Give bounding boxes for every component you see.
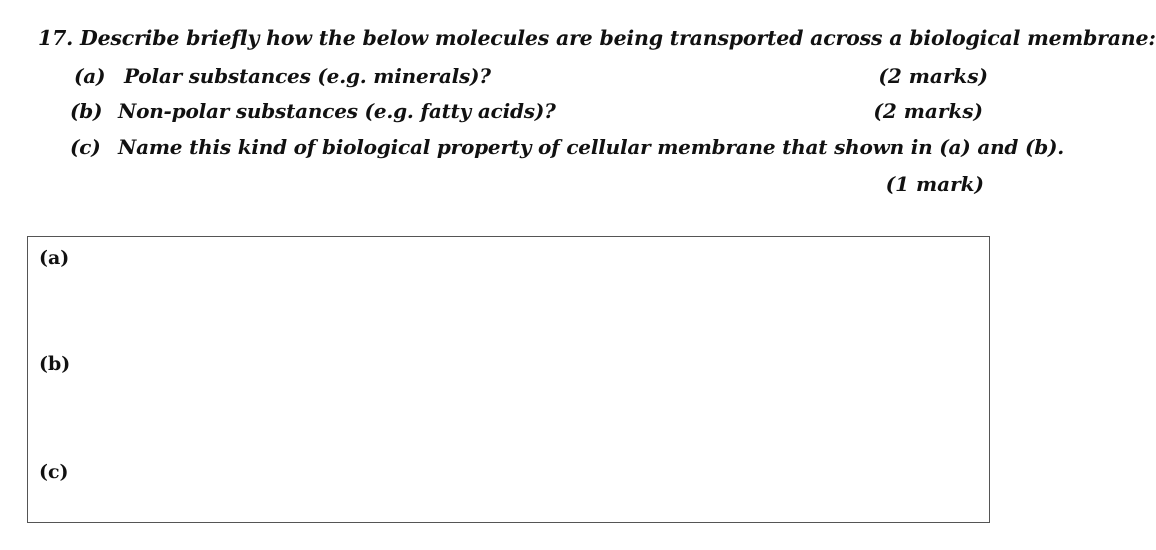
sub-question-a [74, 64, 491, 88]
sub-question-text: Polar substances (e.g. minerals)? [124, 64, 491, 88]
question-stem: 17. Describe briefly how the below molecules are being transported across a biological membrane: [38, 26, 1156, 50]
sub-question-b [70, 99, 556, 123]
sub-question-text: Non-polar substances (e.g. fatty acids)? [118, 99, 556, 123]
sub-question-letter: (a) [74, 64, 106, 88]
marks-label: (2 marks) [878, 64, 988, 88]
sub-question-c [70, 135, 1064, 159]
answer-label-c: (c) [39, 461, 69, 483]
answer-label-a: (a) [39, 247, 70, 269]
sub-question-letter: (c) [70, 135, 101, 159]
answer-label-b: (b) [39, 353, 71, 375]
answer-box[interactable] [27, 236, 990, 523]
sub-question-text: Name this kind of biological property of cellular membrane that shown in (a) and (b). [118, 135, 1065, 159]
marks-label: (2 marks) [873, 99, 983, 123]
sub-question-letter: (b) [70, 99, 103, 123]
marks-label: (1 mark) [885, 172, 984, 196]
